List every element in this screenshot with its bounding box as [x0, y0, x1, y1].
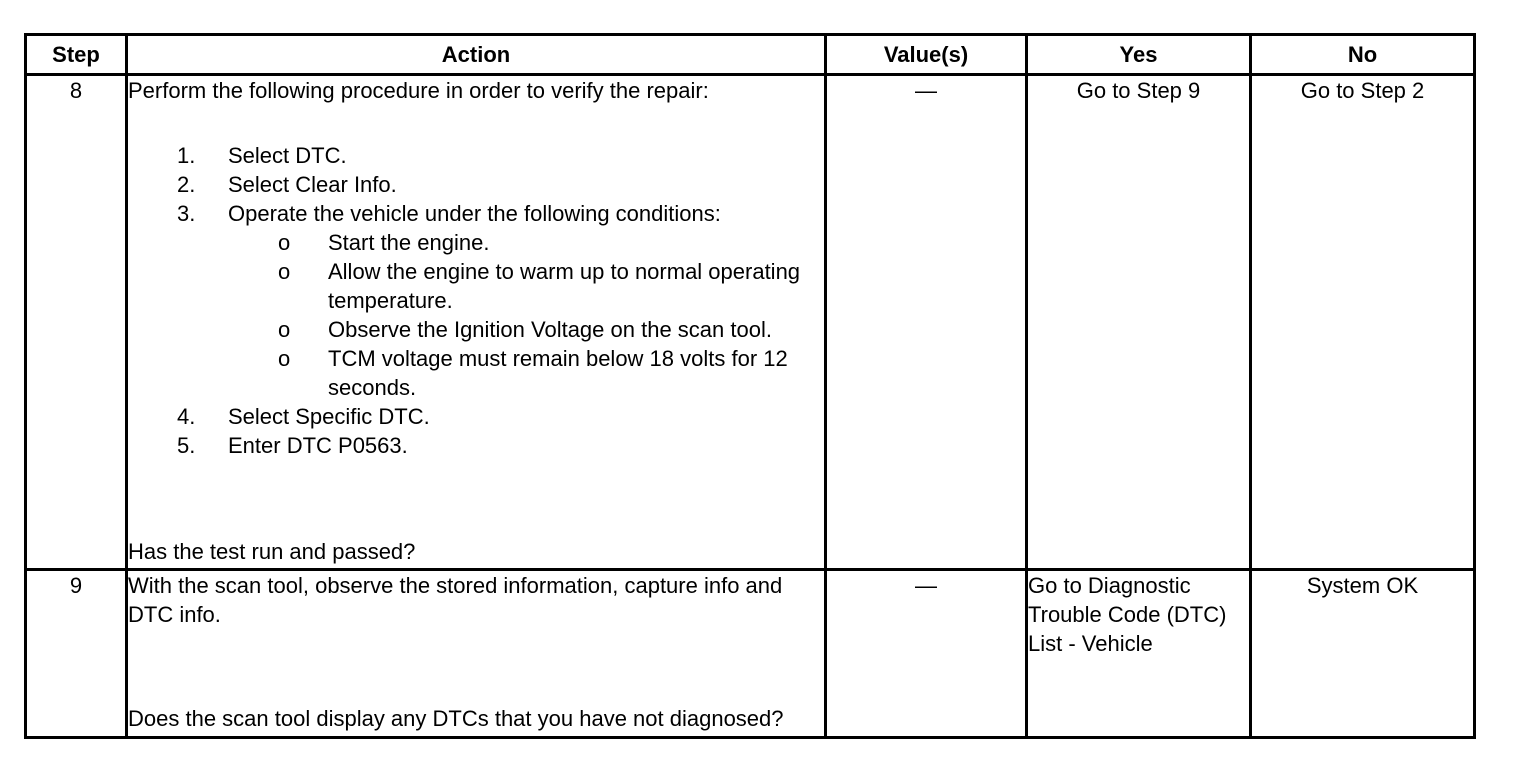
procedure-step	[128, 431, 824, 460]
condition-text: TCM voltage must remain below 18 volts for 12 seconds.	[328, 346, 788, 400]
procedure-list	[128, 141, 824, 460]
no-cell: System OK	[1251, 570, 1475, 738]
step-number: 8	[26, 75, 127, 570]
condition-text: Start the engine.	[328, 230, 490, 255]
no-cell: Go to Step 2	[1251, 75, 1475, 570]
yes-cell: Go to Diagnostic Trouble Code (DTC) List - Vehicle	[1027, 570, 1251, 738]
step-text: Select Clear Info.	[228, 172, 397, 197]
procedure-step	[128, 199, 824, 402]
step-index: 5.	[177, 433, 196, 458]
header-no: No	[1251, 35, 1475, 75]
diagnostic-table	[24, 33, 1476, 739]
step-index: 3.	[177, 201, 196, 226]
step-index: 1.	[177, 143, 196, 168]
condition-list	[128, 228, 824, 402]
condition-item	[128, 344, 824, 402]
header-yes: Yes	[1027, 35, 1251, 75]
condition-item	[128, 315, 824, 344]
value-cell: —	[826, 570, 1027, 738]
table-row-step-9	[26, 570, 1475, 738]
header-row	[26, 35, 1475, 75]
action-question: Does the scan tool display any DTCs that you have not diagnosed?	[128, 706, 784, 731]
header-action: Action	[127, 35, 826, 75]
action-cell	[127, 570, 826, 738]
procedure-step	[128, 170, 824, 199]
condition-text: Observe the Ignition Voltage on the scan tool.	[328, 317, 772, 342]
bullet-marker: o	[278, 317, 291, 342]
condition-item	[128, 228, 824, 257]
value-cell: —	[826, 75, 1027, 570]
table-row-step-8	[26, 75, 1475, 570]
step-index: 4.	[177, 404, 196, 429]
step-index: 2.	[177, 172, 196, 197]
yes-cell: Go to Step 9	[1027, 75, 1251, 570]
step-text: Enter DTC P0563.	[228, 433, 408, 458]
action-text: With the scan tool, observe the stored information, capture info and DTC info.	[128, 573, 783, 627]
procedure-step	[128, 402, 824, 431]
step-text: Select DTC.	[228, 143, 347, 168]
action-cell	[127, 75, 826, 570]
bullet-marker: o	[278, 230, 291, 255]
step-text: Select Specific DTC.	[228, 404, 430, 429]
action-question: Has the test run and passed?	[128, 539, 416, 564]
header-values: Value(s)	[826, 35, 1027, 75]
bullet-marker: o	[278, 346, 291, 371]
bullet-marker: o	[278, 259, 291, 284]
procedure-step	[128, 141, 824, 170]
step-number: 9	[26, 570, 127, 738]
header-step: Step	[26, 35, 127, 75]
condition-item	[128, 257, 824, 315]
step-text: Operate the vehicle under the following conditions:	[228, 201, 721, 226]
action-intro: Perform the following procedure in order to verify the repair:	[128, 78, 709, 103]
condition-text: Allow the engine to warm up to normal operating temperature.	[328, 259, 801, 313]
